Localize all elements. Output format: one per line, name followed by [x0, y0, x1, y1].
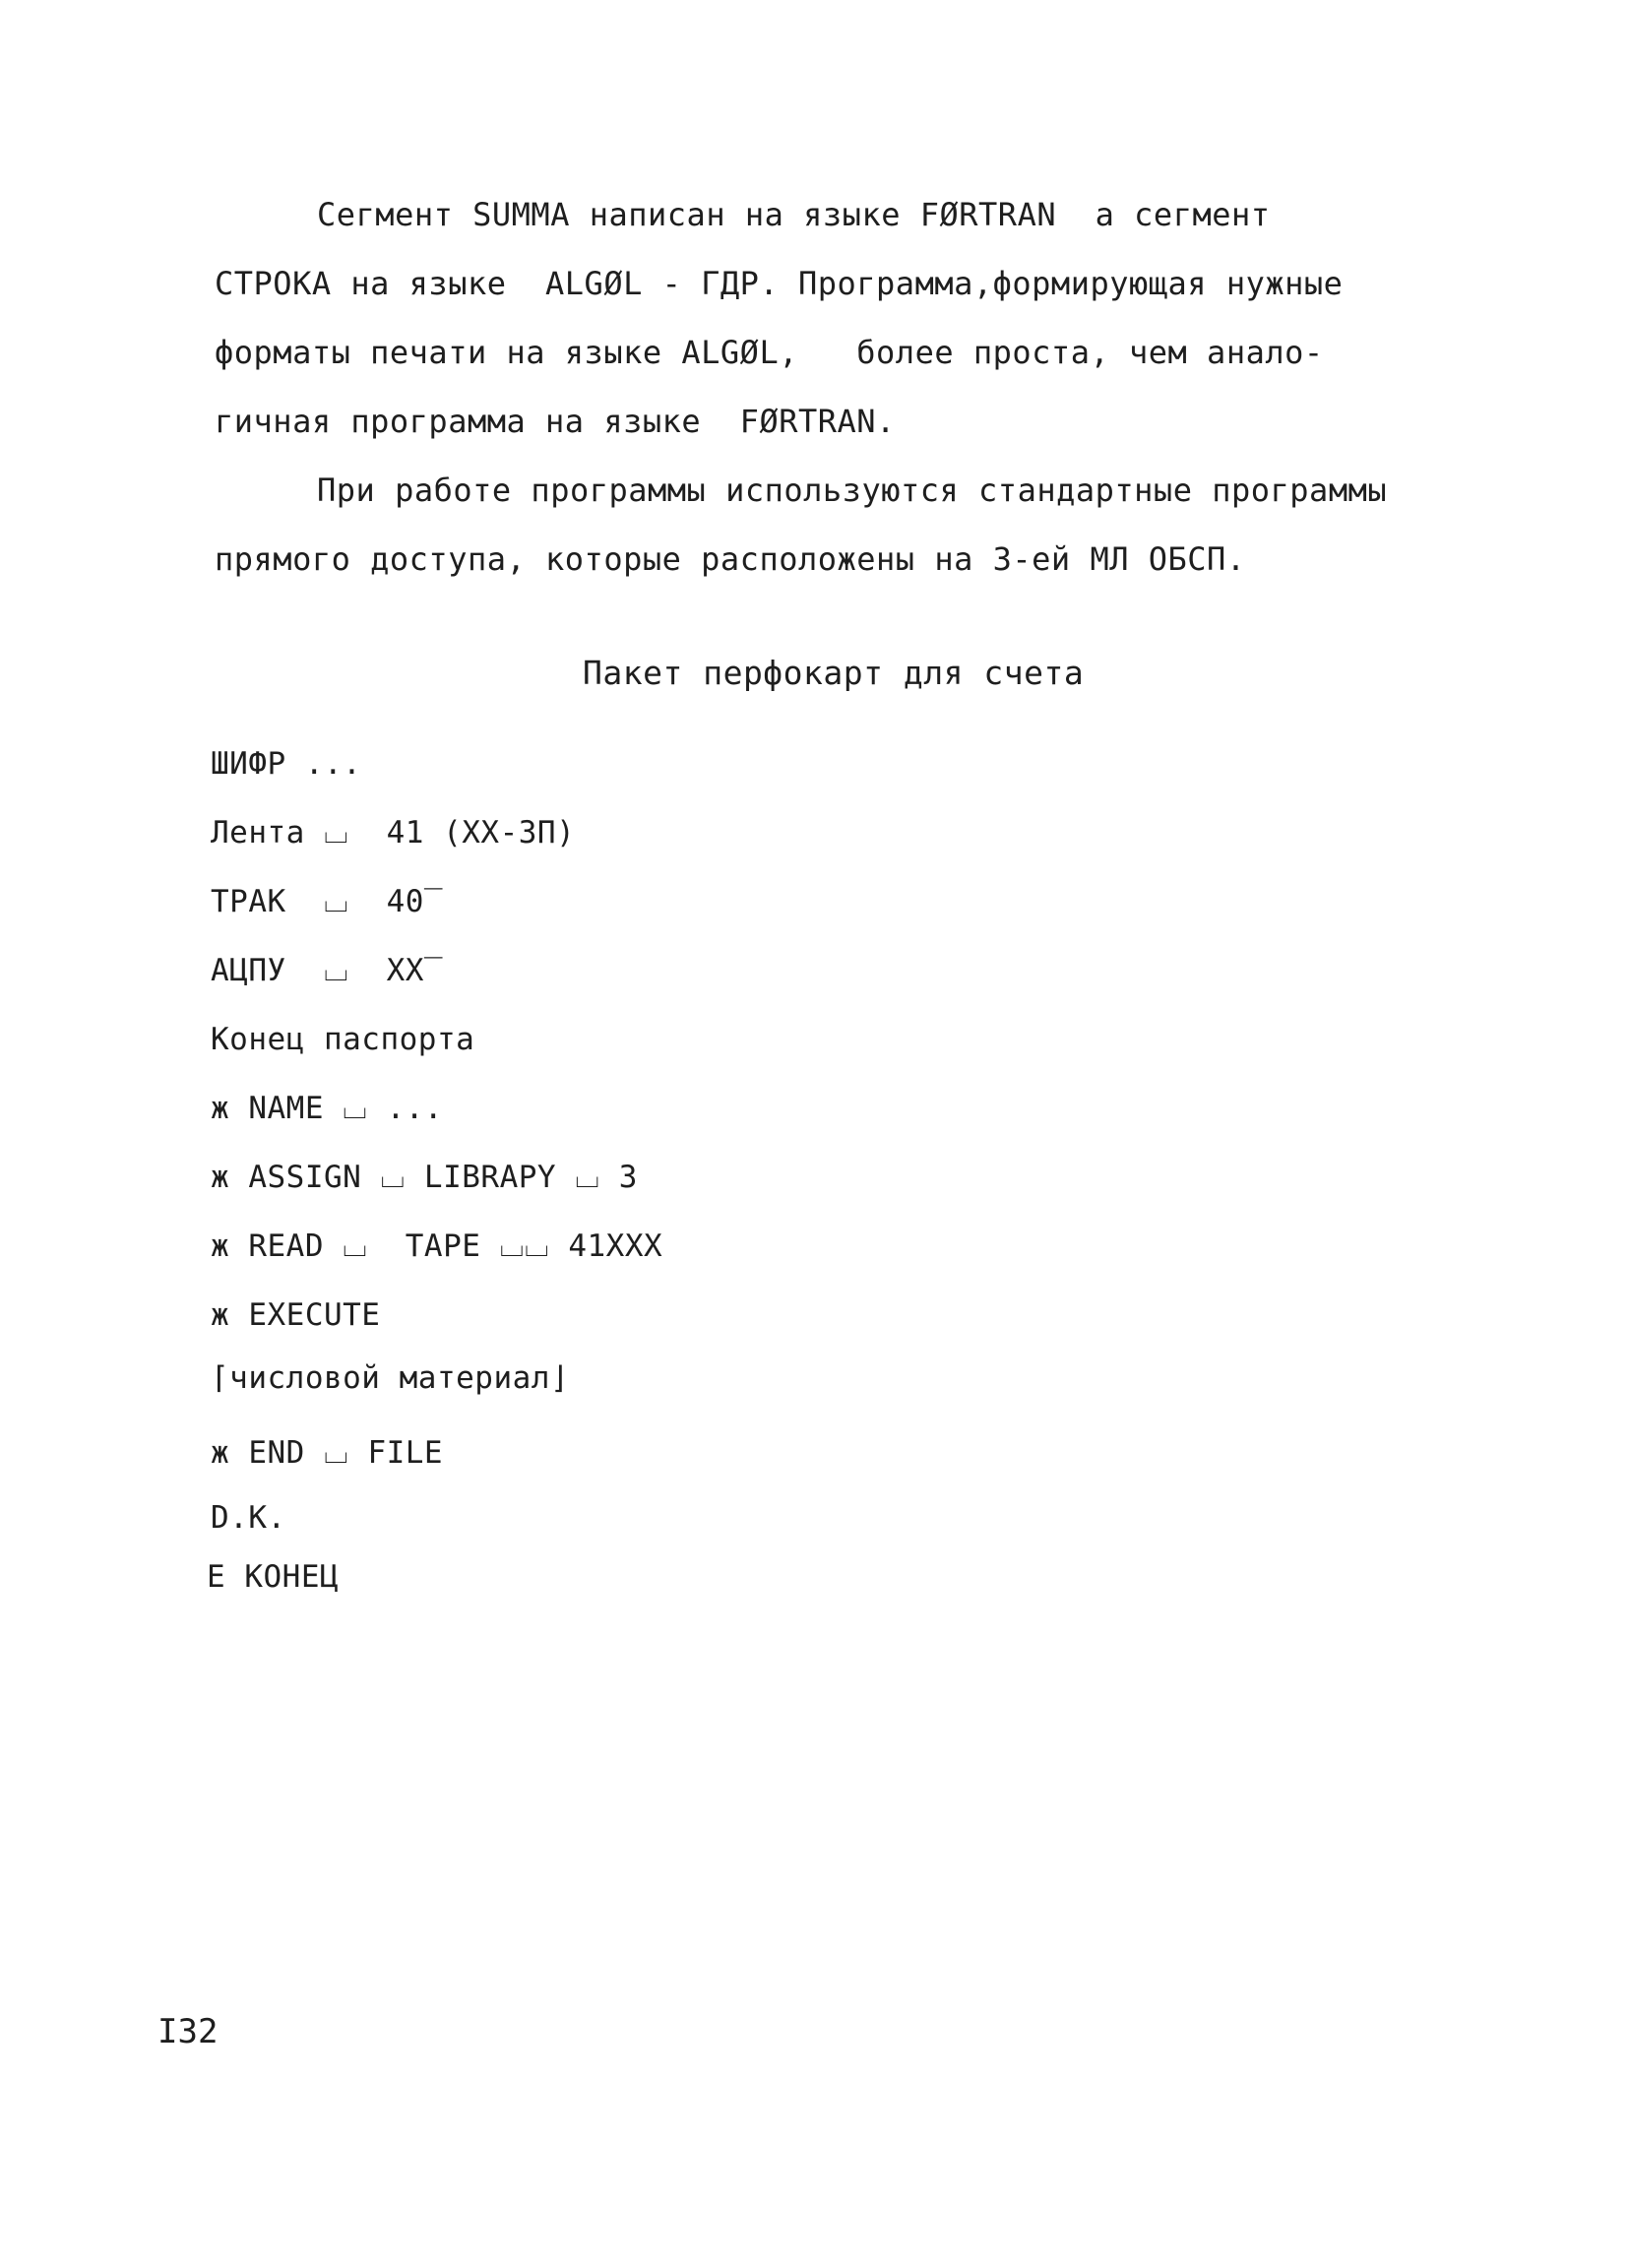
paragraph-2-line-2: прямого доступа, которые расположены на 3-ей МЛ ОБСП.: [215, 540, 1246, 578]
deck-line: ж READ ⌴ TAPE ⌴⌴ 41XXX: [211, 1228, 663, 1264]
page-number: I32: [157, 2012, 219, 2051]
deck-line: Лента ⌴ 41 (XX-3П): [211, 815, 576, 850]
deck-line: ⌈числовой материал⌋: [211, 1360, 570, 1396]
deck-line: D.K.: [211, 1500, 286, 1536]
deck-line: ШИФР ...: [211, 746, 362, 782]
paragraph-1-line-3: форматы печати на языке ALGØL, более проста, чем анало-: [215, 334, 1324, 371]
paragraph-1-line-1: Сегмент SUMMA написан на языке FØRTRAN а сегмент: [317, 196, 1271, 233]
deck-line: АЦПУ ⌴ XX‾: [211, 953, 444, 988]
paragraph-1-line-2: СТРОКА на языке ALGØL - ГДР. Программа,формирующая нужные: [215, 265, 1344, 302]
deck-line: ж NAME ⌴ ...: [211, 1091, 444, 1126]
paragraph-2-line-1: При работе программы используются стандартные программы: [317, 472, 1388, 509]
deck-line: ж END ⌴ FILE: [211, 1435, 444, 1471]
deck-line: ж EXECUTE: [211, 1297, 381, 1333]
deck-line: ж ASSIGN ⌴ LIBRAPY ⌴ 3: [211, 1160, 638, 1195]
paragraph-1-line-4: гичная программа на языке FØRTRAN.: [215, 403, 896, 440]
deck-line: E КОНЕЦ: [207, 1559, 340, 1595]
deck-line: ТРАК ⌴ 40‾: [211, 884, 444, 919]
section-heading: Пакет перфокарт для счета: [583, 654, 1085, 692]
deck-line: Конец паспорта: [211, 1022, 475, 1057]
